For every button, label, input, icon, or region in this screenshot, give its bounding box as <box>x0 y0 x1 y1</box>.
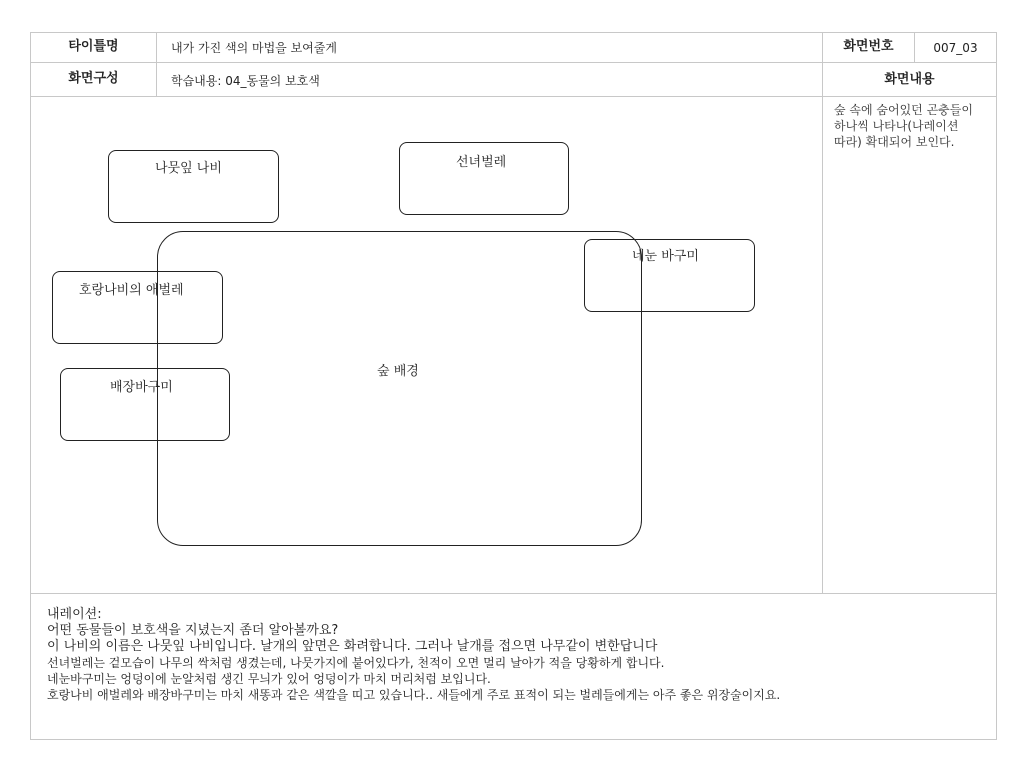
eye-bug-label: 네눈 바구미 <box>632 249 699 264</box>
table-border-narration <box>30 593 997 594</box>
weevil-label: 배장바구미 <box>110 380 173 395</box>
screen-no-value: 007_03 <box>933 41 978 55</box>
narration-line: 선녀벌레는 겉모습이 나무의 싹처럼 생겼는데, 나뭇가지에 붙어있다가, 천적이 오면 멀리 날아가 적을 당황하게 합니다. <box>47 656 665 670</box>
narration-block <box>47 607 997 703</box>
fairy-bug-box[interactable] <box>399 142 569 215</box>
title-label: 타이틀명 <box>68 39 119 54</box>
narration-line: 어떤 동물들이 보호색을 지녔는지 좀더 알아볼까요? <box>47 623 339 638</box>
table-border-top <box>30 32 997 33</box>
table-border-left <box>30 32 31 740</box>
weevil-box[interactable] <box>60 368 230 441</box>
leaf-butterfly-label: 나뭇잎 나비 <box>155 161 222 176</box>
swallowtail-larva-box[interactable] <box>52 271 223 344</box>
screen-description: 숲 속에 숨어있던 곤충들이 하나씩 나타나(나레이션 따라) 확대되어 보인다. <box>834 103 973 149</box>
header-divider-right <box>822 32 823 593</box>
narration-line: 네눈바구미는 엉덩이에 눈알처럼 생긴 무늬가 있어 엉덩이가 마치 머리처럼 보입니다. <box>47 672 491 686</box>
narration-line: 호랑나비 애벌레와 배장바구미는 마치 새똥과 같은 색깔을 띠고 있습니다.. 새들에게 주로 표적이 되는 벌레들에게는 아주 좋은 위장술이지요. <box>47 688 781 702</box>
forest-background-label: 숲 배경 <box>377 364 419 379</box>
table-border-bottom <box>30 739 997 740</box>
content-label: 화면내용 <box>884 72 935 87</box>
swallowtail-larva-label: 호랑나비의 애벌레 <box>79 283 184 298</box>
table-border-row2 <box>30 96 997 97</box>
narration-line: 이 나비의 이름은 나뭇잎 나비입니다. 날개의 앞면은 화려합니다. 그러나 날개를 접으면 나무같이 변한답니다 <box>47 639 658 654</box>
header-divider-label <box>156 32 157 96</box>
layout-value: 학습내용: 04_동물의 보호색 <box>171 74 320 88</box>
fairy-bug-label: 선녀벌레 <box>456 155 507 170</box>
table-border-row1 <box>30 62 997 63</box>
screen-no-label: 화면번호 <box>843 39 894 54</box>
title-value: 내가 가진 색의 마법을 보여줄게 <box>171 41 337 55</box>
narration-heading: 내레이션: <box>47 607 102 622</box>
layout-label: 화면구성 <box>68 71 119 86</box>
